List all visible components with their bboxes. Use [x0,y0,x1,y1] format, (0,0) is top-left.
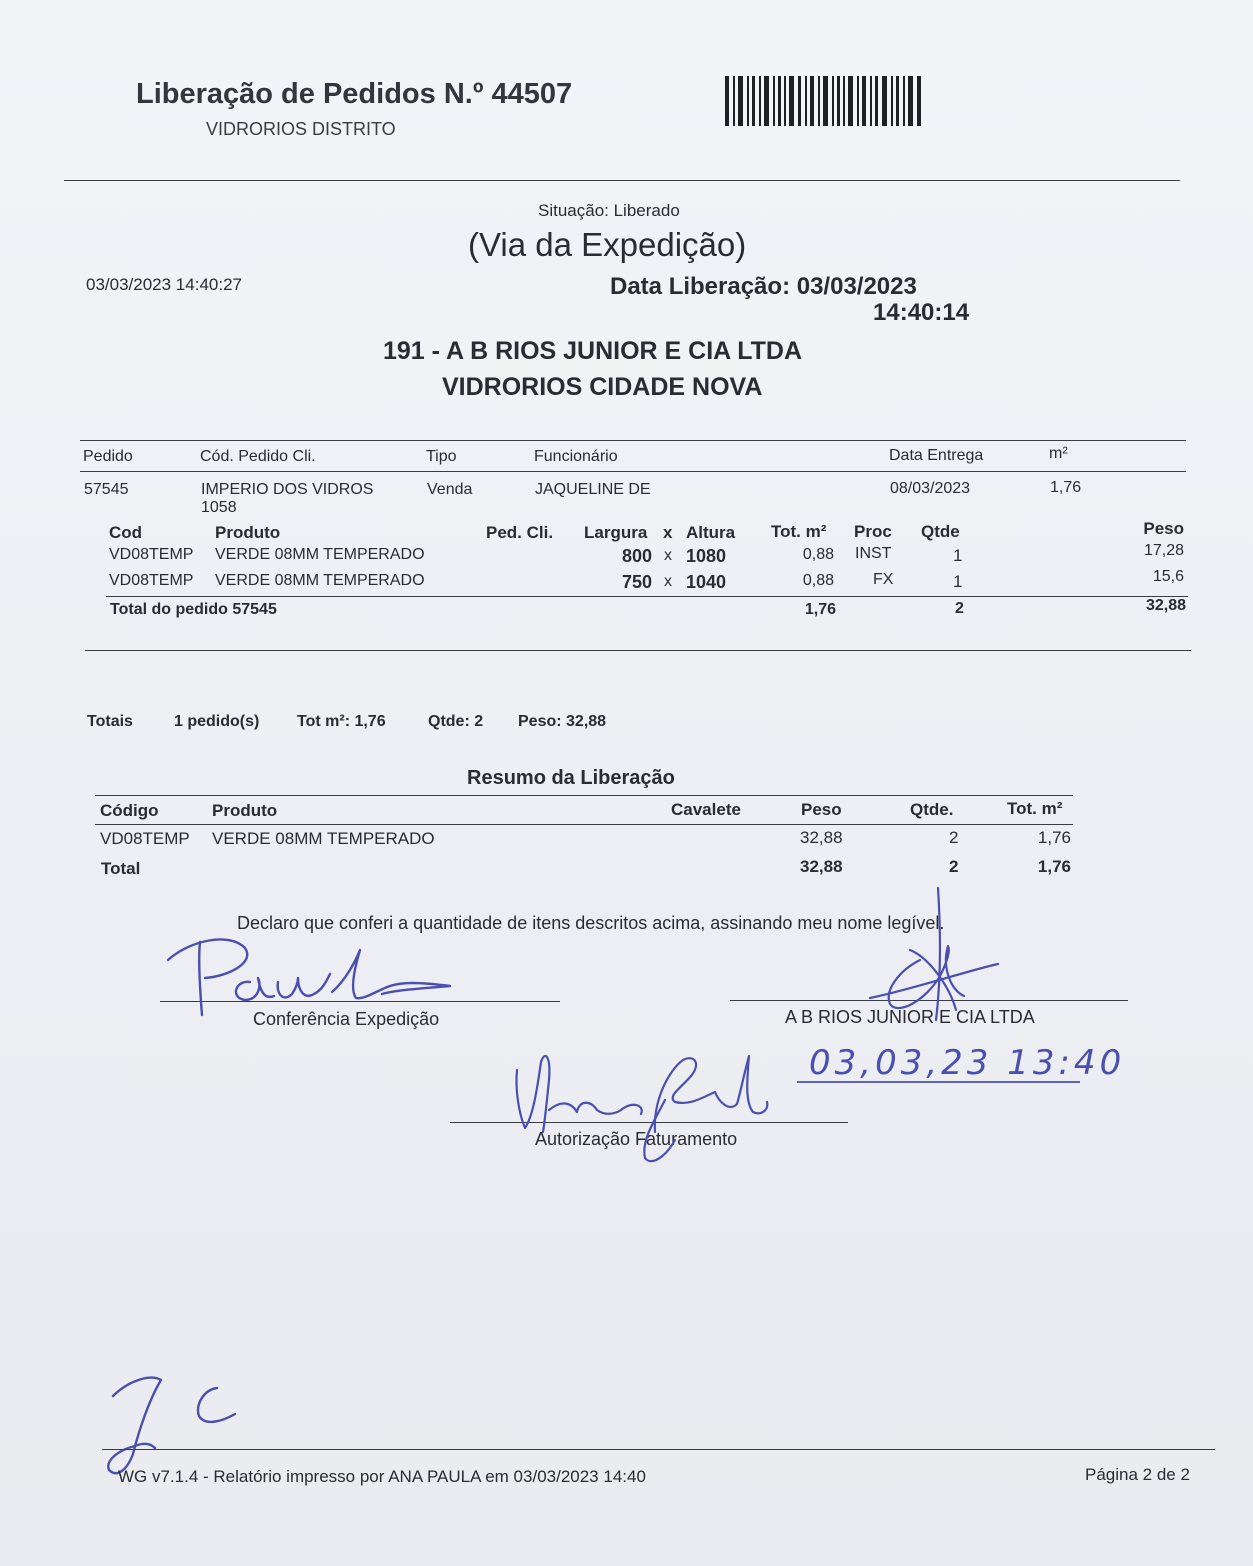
order-header-rule [80,471,1186,472]
order-funcionario: JAQUELINE DE [535,481,651,498]
totais-tot-m2: Tot m²: 1,76 [297,713,386,730]
resumo-total-label: Total [101,859,141,878]
printed-timestamp: 03/03/2023 14:40:27 [86,275,242,294]
resumo-header-rule [95,824,1073,825]
items-col-largura: Largura [584,523,648,542]
totais-pedidos: 1 pedido(s) [174,713,260,730]
data-liberacao-time: 14:40:14 [873,299,970,326]
order-tipo: Venda [427,481,473,498]
barcode [725,76,921,126]
order-cod-pedido-cli-2: 1058 [201,499,237,516]
items-col-qtde: Qtde [921,522,960,541]
data-liberacao: Data Liberação: 03/03/2023 [610,273,917,300]
totais-peso: Peso: 32,88 [518,713,607,730]
item-peso: 17,28 [1143,542,1184,559]
col-pedido: Pedido [83,448,133,465]
company-label: A B RIOS JUNIOR E CIA LTDA [785,1007,1035,1027]
document-subtitle: VIDRORIOS DISTRITO [206,119,396,139]
col-data-entrega: Data Entrega [889,447,984,464]
resumo-row-tot-m2: 1,76 [1037,828,1071,847]
item-cod: VD08TEMP [109,572,194,589]
resumo-total-qtde: 2 [949,857,959,876]
handwritten-date [795,1040,1130,1090]
signature-line-conferencia [160,1001,560,1002]
resumo-row-qtde: 2 [949,828,959,847]
resumo-col-codigo: Código [100,801,159,820]
item-qtde: 1 [953,546,963,565]
handwritten-signature-ana-paula [505,1040,775,1170]
items-col-altura: Altura [686,523,736,542]
items-col-proc: Proc [854,522,892,541]
resumo-col-qtde: Qtde. [910,800,954,819]
declaration-text: Declaro que conferi a quantidade de itens descritos acima, assinando meu nome legível. [237,913,945,933]
order-table-bottom-rule [85,650,1191,651]
resumo-row-peso: 32,88 [800,828,843,847]
items-col-x: x [663,523,673,542]
item-proc: FX [873,571,894,588]
resumo-row-codigo: VD08TEMP [100,829,190,848]
order-data-entrega: 08/03/2023 [890,480,971,497]
svg-text:03,03,23 13:40: 03,03,23 13:40 [809,1043,1126,1083]
item-qtde: 1 [953,572,963,591]
col-m2: m² [1049,445,1068,462]
autorizacao-label: Autorização Faturamento [535,1129,738,1149]
via-label: (Via da Expedição) [468,226,747,263]
resumo-col-cavalete: Cavalete [671,800,741,819]
item-peso: 15,6 [1152,568,1184,585]
conferencia-label: Conferência Expedição [253,1009,440,1029]
col-tipo: Tipo [426,448,457,465]
footer-print-info: WG v7.1.4 - Relatório impresso por ANA PAULA em 03/03/2023 14:40 [118,1467,646,1486]
signature-line-autorizacao [450,1122,848,1123]
totais-qtde: Qtde: 2 [428,713,484,730]
resumo-col-peso: Peso [801,800,842,819]
item-produto: VERDE 08MM TEMPERADO [215,572,425,589]
items-col-peso: Peso [1143,519,1184,538]
items-col-ped-cli: Ped. Cli. [486,523,554,542]
item-altura: 1040 [686,572,727,592]
item-produto: VERDE 08MM TEMPERADO [215,546,425,563]
items-col-cod: Cod [109,523,143,542]
resumo-top-rule [95,795,1073,796]
order-total-label: Total do pedido 57545 [110,601,277,618]
item-cod: VD08TEMP [109,546,194,563]
item-altura: 1080 [686,546,727,566]
resumo-col-produto: Produto [212,801,278,820]
totais-label: Totais [87,713,133,730]
resumo-total-peso: 32,88 [800,857,843,876]
item-x: x [664,547,672,564]
order-m2: 1,76 [1050,479,1082,496]
order-pedido: 57545 [84,481,129,498]
item-x: x [664,573,672,590]
item-largura: 750 [621,572,652,592]
order-total-peso: 32,88 [1145,597,1186,614]
col-cod-pedido-cli: Cód. Pedido Cli. [200,448,316,465]
resumo-total-tot-m2: 1,76 [1037,857,1071,876]
order-total-m2: 1,76 [804,601,836,618]
item-tot-m2: 0,88 [802,572,834,589]
order-total-qtde: 2 [955,600,964,617]
item-proc: INST [855,545,892,562]
resumo-col-tot-m2: Tot. m² [1007,799,1063,818]
order-table-top-rule [80,440,1186,441]
order-total-rule [106,596,1188,597]
situacao-label: Situação: Liberado [538,201,680,220]
page-number: Página 2 de 2 [1085,1465,1190,1484]
client-store: VIDRORIOS CIDADE NOVA [442,373,763,401]
document-title: Liberação de Pedidos N.º 44507 [136,78,573,110]
client-name: 191 - A B RIOS JUNIOR E CIA LTDA [383,337,803,365]
items-col-produto: Produto [215,523,281,542]
order-cod-pedido-cli: IMPERIO DOS VIDROS [201,481,374,498]
items-col-tot-m2: Tot. m² [771,522,827,541]
footer-rule [102,1449,1215,1450]
resumo-title: Resumo da Liberação [467,767,675,789]
col-funcionario: Funcionário [534,448,618,465]
header-divider [64,180,1180,181]
signature-line-company [730,1000,1128,1001]
item-largura: 800 [621,546,652,566]
item-tot-m2: 0,88 [802,546,834,563]
resumo-row-produto: VERDE 08MM TEMPERADO [212,829,435,848]
